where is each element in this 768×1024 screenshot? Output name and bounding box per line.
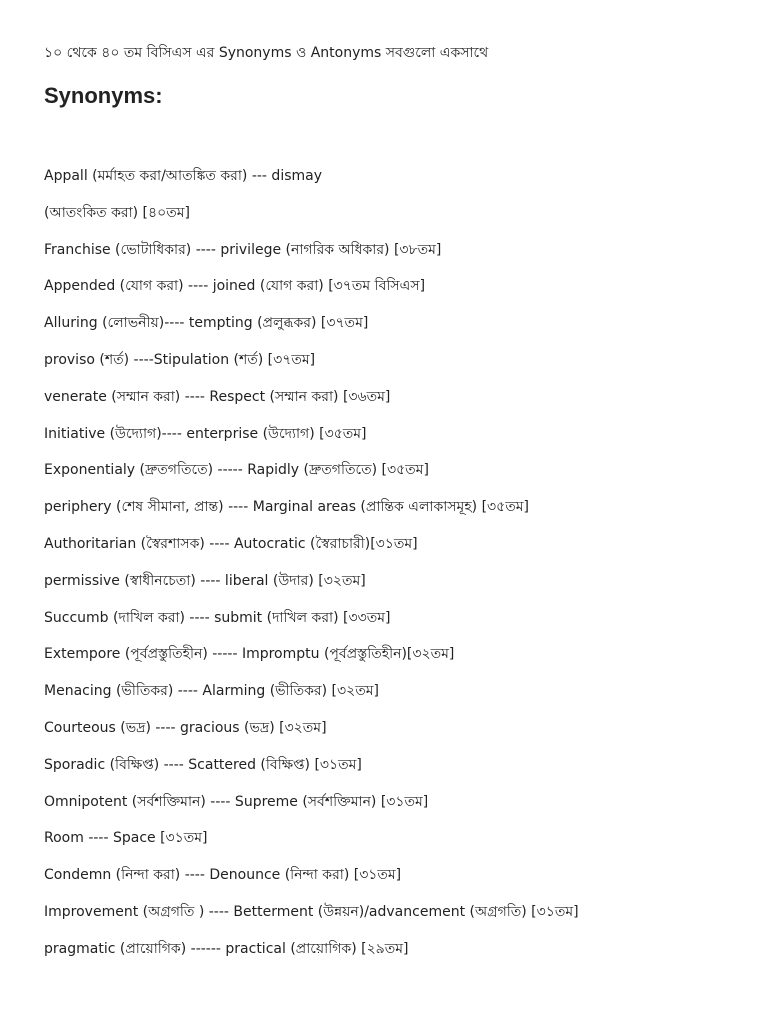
synonym-entry: pragmatic (প্রায়োগিক) ------ practical (প্রায়োগিক) [২৯তম] (44, 940, 409, 957)
synonym-entry: Appall (মর্মাহত করা/আতঙ্কিত করা) --- dismay (44, 168, 323, 184)
synonym-entry: (আতংকিত করা) [৪০তম] (44, 204, 190, 221)
synonym-entry: proviso (শর্ত) ----Stipulation (শর্ত) [৩৭তম] (44, 351, 316, 368)
synonym-entry: Room ---- Space [৩১তম] (44, 830, 208, 847)
synonym-entry: Condemn (নিন্দা করা) ---- Denounce (নিন্দা করা) [৩১তম] (44, 867, 402, 884)
synonym-entry: Succumb (দাখিল করা) ---- submit (দাখিল করা) [৩৩তম] (44, 609, 391, 626)
synonym-list (44, 165, 579, 975)
synonym-entry: permissive (স্বাধীনচেতা) ---- liberal (উদার) [৩২তম] (44, 572, 366, 589)
synonym-entry: Extempore (পূর্বপ্রস্তুতিহীন) ----- Impromptu (পূর্বপ্রস্তুতিহীন)[৩২তম] (44, 646, 455, 663)
synonym-entry: Authoritarian (স্বৈরশাসক) ---- Autocratic (স্বৈরাচারী)[৩১তম] (44, 535, 418, 552)
synonym-entry: Improvement (অগ্রগতি ) ---- Betterment (উন্নয়ন)/advancement (অগ্রগতি) [৩১তম] (44, 903, 579, 920)
synonym-entry: Franchise (ভোটাধিকার) ---- privilege (নাগরিক অধিকার) [৩৮তম] (44, 241, 442, 258)
synonym-entry: venerate (সম্মান করা) ---- Respect (সম্মান করা) [৩৬তম] (44, 388, 391, 405)
synonym-entry: Exponentialy (দ্রুতগতিতে) ----- Rapidly (দ্রুতগতিতে) [৩৫তম] (44, 462, 429, 479)
synonym-entry: Sporadic (বিক্ষিপ্ত) ---- Scattered (বিক্ষিপ্ত) [৩১তম] (44, 756, 362, 773)
synonym-entry: Initiative (উদ্যোগ)---- enterprise (উদ্যোগ) [৩৫তম] (44, 425, 367, 442)
synonym-entry: Omnipotent (সর্বশক্তিমান) ---- Supreme (সর্বশক্তিমান) [৩১তম] (44, 793, 429, 810)
synonym-entry: Menacing (ভীতিকর) ---- Alarming (ভীতিকর) [৩২তম] (44, 683, 379, 700)
document-title: ১০ থেকে ৪০ তম বিসিএস এর Synonyms ও Antonyms সবগুলো একসাথে (44, 45, 489, 61)
synonym-entry: Alluring (লোভনীয়)---- tempting (প্রলুব্ধকর) [৩৭তম] (44, 315, 369, 332)
synonym-entry: Courteous (ভদ্র) ---- gracious (ভদ্র) [৩২তম] (44, 719, 327, 736)
section-heading-synonyms: Synonyms: (44, 83, 163, 108)
synonym-entry: Appended (যোগ করা) ---- joined (যোগ করা) [৩৭তম বিসিএস] (44, 278, 426, 295)
synonym-entry: periphery (শেষ সীমানা, প্রান্ত) ---- Marginal areas (প্রান্তিক এলাকাসমূহ) [৩৫তম] (44, 499, 529, 516)
